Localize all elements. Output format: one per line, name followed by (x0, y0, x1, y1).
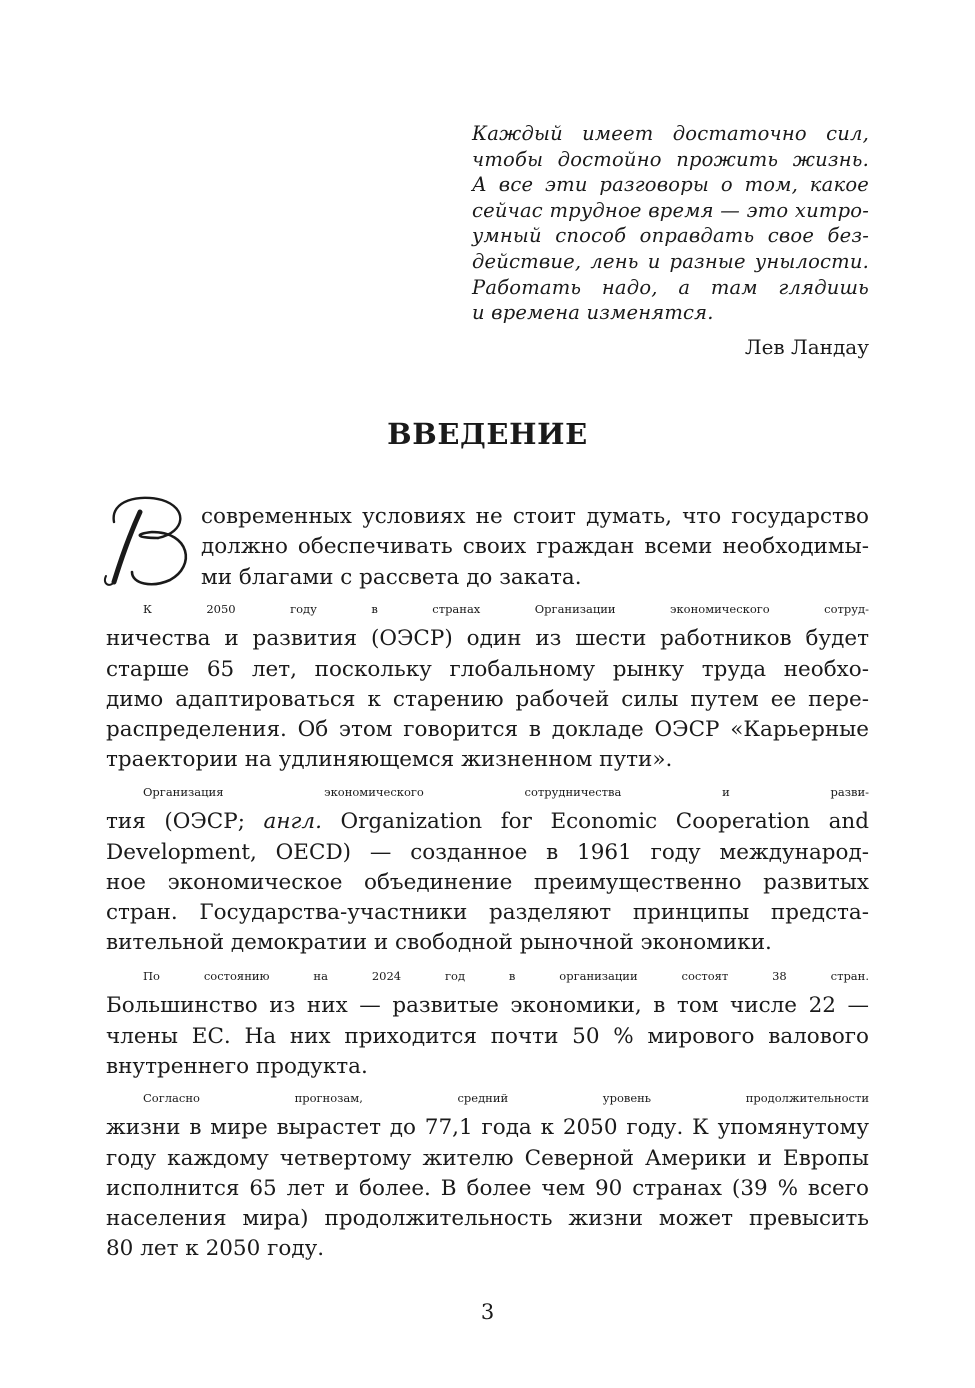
text-line: жизни в мире вырастет до 77,1 года к 2050 году. К упомянутому (106, 1115, 869, 1141)
paragraph (106, 1083, 869, 1265)
epigraph-line: Каждый имеет достаточно сил, (472, 122, 869, 145)
text-line: распределения. Об этом говорится в докладе ОЭСР «Карьерные (106, 717, 869, 743)
text-line: году каждому четвертому жителю Северной Америки и Европы (106, 1145, 869, 1171)
text-line: ми благами с рассвета до заката. (201, 564, 582, 590)
text-line: внутреннего продукта. (106, 1053, 368, 1079)
abbreviation-italic: англ. (263, 809, 322, 835)
text-line: К 2050 году в странах Организации экономического сотруд- (143, 602, 869, 616)
paragraph (106, 961, 869, 1082)
epigraph-line: чтобы достойно прожить жизнь. (472, 147, 869, 171)
text-line: Development, OECD) — созданное в 1961 году международ- (106, 839, 869, 865)
text-line: Большинство из них — развитые экономики, в том числе 22 — (106, 993, 869, 1019)
text-line: траектории на удлиняющемся жизненном пути». (106, 747, 673, 773)
text-line: вительной демократии и свободной рыночной экономики. (106, 930, 772, 956)
text-line: Согласно прогнозам, средний уровень продолжительности (143, 1091, 869, 1105)
text-line: исполнится 65 лет и более. В более чем 90 странах (39 % всего (106, 1175, 869, 1201)
text-line (106, 807, 869, 837)
text-line: стран. Государства-участники разделяют принципы предста- (106, 900, 869, 926)
text-line: члены ЕС. На них приходится почти 50 % мирового валового (106, 1023, 869, 1049)
text-line: старше 65 лет, поскольку глобальному рынку труда необхо- (106, 656, 869, 682)
text-line: населения мира) продолжительность жизни может превысить (106, 1206, 869, 1232)
epigraph-line: умный способ оправдать свое без- (472, 224, 869, 248)
epigraph-line: и времена изменятся. (472, 301, 714, 325)
text-line: ное экономическое объединение преимущественно развитых (106, 869, 869, 895)
text-line: современных условиях не стоит думать, что государство (201, 504, 869, 529)
text-line: ничества и развития (ОЭСР) один из шести работников будет (106, 626, 869, 652)
epigraph-line: действие, лень и разные унылости. (472, 249, 869, 273)
text-line: должно обеспечивать своих граждан всеми необходимы- (201, 534, 869, 560)
text-line: По состоянию на 2024 год в организации состоят 38 стран. (143, 969, 869, 983)
epigraph (472, 121, 869, 326)
chapter-heading: ВВЕДЕНИЕ (387, 417, 588, 451)
text-line: 80 лет к 2050 году. (106, 1236, 325, 1262)
paragraph (106, 777, 869, 959)
page-number: 3 (480, 1300, 495, 1324)
paragraph (106, 594, 869, 776)
text-line: димо адаптироваться к старению рабочей силы путем ее пере- (106, 686, 869, 712)
paragraph-first (201, 502, 869, 593)
dropcap-letter (100, 482, 195, 592)
epigraph-author: Лев Ландау (744, 335, 869, 359)
text-segment: Organization for Economic Cooperation and (321, 809, 869, 835)
epigraph-line: А все эти разговоры о том, какое (472, 173, 869, 197)
epigraph-line: Работать надо, а там глядишь (472, 275, 869, 299)
epigraph-line: сейчас трудное время — это хитро- (472, 198, 869, 222)
text-segment: тия (ОЭСР; (106, 809, 264, 835)
text-line: Организация экономического сотрудничества и разви- (143, 785, 869, 799)
